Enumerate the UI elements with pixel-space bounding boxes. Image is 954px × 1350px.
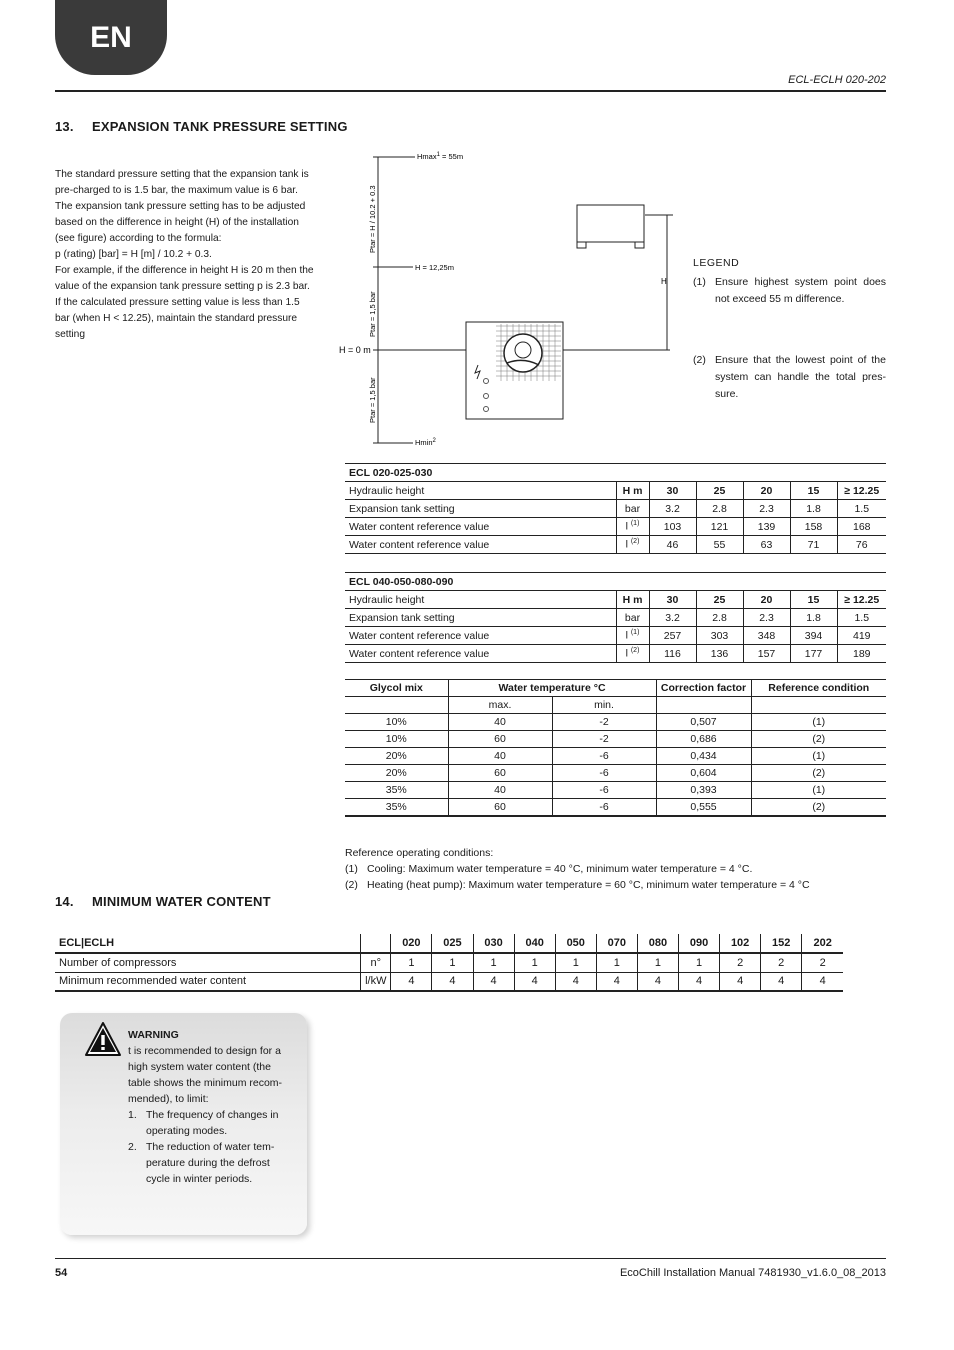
value-cell: 2	[802, 953, 843, 972]
cell: 0,434	[656, 748, 751, 765]
value-cell: 25	[696, 591, 743, 609]
cell: 0,555	[656, 799, 751, 816]
row-label: Water content reference value	[345, 536, 616, 554]
cell: 60	[448, 799, 552, 816]
table-row	[345, 591, 886, 609]
cell: 10%	[345, 714, 448, 731]
value-cell: 25	[696, 482, 743, 500]
unit-sup: (1)	[630, 629, 640, 637]
warning-title: WARNING	[128, 1029, 179, 1041]
value-cell: 30	[649, 591, 696, 609]
value-cell: 4	[596, 972, 637, 991]
item-number: 1.	[128, 1109, 137, 1121]
value-cell: 348	[743, 627, 790, 645]
empty-cell	[361, 934, 391, 953]
chiller-unit-icon	[466, 322, 563, 419]
unit-cell: l/kW	[361, 972, 391, 991]
value-cell: 136	[696, 645, 743, 663]
warning-item	[128, 1107, 288, 1139]
warning-item	[128, 1139, 288, 1187]
cell: 20%	[345, 765, 448, 782]
legend-text: Ensure highest system point does not exceed 55 m difference.	[715, 276, 886, 305]
value-cell: 1	[637, 953, 678, 972]
value-cell: 71	[790, 536, 837, 554]
pressure-table-a	[345, 463, 886, 554]
unit-cell: bar	[616, 500, 649, 518]
header-water-temp: Water temperature °C	[448, 680, 656, 697]
legend-item	[693, 352, 886, 403]
legend-number: (1)	[693, 276, 706, 288]
value-cell: 139	[743, 518, 790, 536]
page-number: 54	[55, 1267, 68, 1279]
unit-cell	[616, 518, 649, 536]
value-cell: 177	[790, 645, 837, 663]
warning-body: t is recommended to design for a high system water content (the table shows the minimum recom-mended), to limit:	[128, 1045, 283, 1105]
unit-cell: H m	[616, 591, 649, 609]
empty-cell	[751, 697, 886, 714]
glycol-table	[345, 679, 886, 817]
pressure-diagram	[335, 145, 680, 455]
cell: (1)	[751, 714, 886, 731]
item-text: The reduction of water tem-perature during the defrost cycle in winter periods.	[146, 1141, 275, 1185]
model-cell: 090	[678, 934, 719, 953]
note-item	[345, 861, 810, 877]
table-row	[345, 731, 886, 748]
cell: 0,686	[656, 731, 751, 748]
table-row	[345, 627, 886, 645]
value-cell: 257	[649, 627, 696, 645]
model-cell: 020	[391, 934, 432, 953]
cell: -6	[552, 748, 656, 765]
table-caption: ECL 020-025-030	[345, 464, 886, 482]
value-cell: 3.2	[649, 609, 696, 627]
sub-header-max: max.	[448, 697, 552, 714]
unit-sup: (2)	[630, 538, 640, 546]
value-cell: 419	[837, 627, 886, 645]
value-cell: 76	[837, 536, 886, 554]
unit: l	[625, 647, 628, 660]
model-cell: 050	[555, 934, 596, 953]
value-cell: 3.2	[649, 500, 696, 518]
row-label: Water content reference value	[345, 645, 616, 663]
cell: 0,604	[656, 765, 751, 782]
row-label: Expansion tank setting	[345, 609, 616, 627]
value-cell: 158	[790, 518, 837, 536]
unit-cell: bar	[616, 609, 649, 627]
cell: (2)	[751, 799, 886, 816]
value-cell: 103	[649, 518, 696, 536]
note-item	[345, 877, 810, 893]
unit-cell: H m	[616, 482, 649, 500]
header-correction: Correction factor	[656, 680, 751, 697]
note-text: Cooling: Maximum water temperature = 40 °C, minimum water temperature = 4 °C.	[367, 863, 753, 875]
unit: l	[625, 520, 628, 533]
value-cell: 116	[649, 645, 696, 663]
value-cell: 4	[802, 972, 843, 991]
unit-cell	[616, 645, 649, 663]
table-row	[345, 518, 886, 536]
cell: 60	[448, 731, 552, 748]
paragraph: For example, if the difference in height H is 20 m then the value of the expansion tank pressure setting p is 2.3 bar.	[55, 265, 314, 292]
table-caption: ECL 040-050-080-090	[345, 573, 886, 591]
value-cell: 1.5	[837, 609, 886, 627]
cell: 35%	[345, 799, 448, 816]
paragraph: If the calculated pressure setting value is less than 1.5 bar (when H < 12.25), maintain the standard pressure setting	[55, 297, 300, 340]
empty-cell	[345, 697, 448, 714]
value-cell: 4	[391, 972, 432, 991]
header-reference: Reference condition	[751, 680, 886, 697]
table-row	[345, 482, 886, 500]
cell: 0,507	[656, 714, 751, 731]
model-cell: 080	[637, 934, 678, 953]
hmin-label: Hmin$^2$	[415, 438, 436, 447]
unit: l	[625, 629, 628, 642]
value-cell: 2.8	[696, 609, 743, 627]
vertical-label-mid: Ptar = 1,5 bar	[368, 291, 377, 337]
note-number: (1)	[345, 863, 358, 875]
note-number: (2)	[345, 879, 358, 891]
cell: 40	[448, 748, 552, 765]
legend-text: Ensure that the lowest point of the system can handle the total pres-sure.	[715, 354, 886, 400]
value-cell: 4	[432, 972, 473, 991]
unit-cell: n°	[361, 953, 391, 972]
row-label: Number of compressors	[55, 953, 361, 972]
value-cell: 15	[790, 591, 837, 609]
cell: (1)	[751, 748, 886, 765]
unit-sup: (1)	[630, 520, 640, 528]
value-cell: 55	[696, 536, 743, 554]
row-label: Hydraulic height	[345, 482, 616, 500]
cell: -2	[552, 731, 656, 748]
table-row	[345, 799, 886, 816]
cell: (2)	[751, 731, 886, 748]
section-13-heading	[55, 119, 348, 134]
cell: (1)	[751, 782, 886, 799]
model-cell: 202	[802, 934, 843, 953]
terminal-unit-icon	[577, 205, 644, 248]
value-cell: 1	[596, 953, 637, 972]
cell: -6	[552, 799, 656, 816]
bottom-rule	[55, 1258, 886, 1259]
value-cell: 2.3	[743, 500, 790, 518]
cell: 60	[448, 765, 552, 782]
section-number: 14.	[55, 894, 74, 909]
value-cell: 2	[720, 953, 761, 972]
top-rule	[55, 90, 886, 92]
value-cell: 4	[678, 972, 719, 991]
table-row	[345, 714, 886, 731]
value-cell: 20	[743, 591, 790, 609]
value-cell: 30	[649, 482, 696, 500]
unit-cell	[616, 627, 649, 645]
cell: -2	[552, 714, 656, 731]
note-text: Heating (heat pump): Maximum water temperature = 60 °C, minimum water temperature = 4 °C	[367, 879, 810, 891]
row-label: Minimum recommended water content	[55, 972, 361, 991]
document-code: ECL-ECLH 020-202	[788, 74, 886, 86]
pressure-table-b	[345, 572, 886, 663]
footer-text: EcoChill Installation Manual 7481930_v1.6.0_08_2013	[619, 1267, 886, 1279]
vertical-label-top: Ptar = H / 10.2 + 0.3	[368, 185, 377, 253]
value-cell: ≥ 12.25	[837, 482, 886, 500]
value-cell: ≥ 12.25	[837, 591, 886, 609]
model-cell: 040	[514, 934, 555, 953]
row-label: Water content reference value	[345, 518, 616, 536]
table-row	[345, 765, 886, 782]
value-cell: 2.3	[743, 609, 790, 627]
value-cell: 1.8	[790, 609, 837, 627]
value-cell: 1	[514, 953, 555, 972]
sub-header-min: min.	[552, 697, 656, 714]
legend-title: LEGEND	[693, 257, 740, 269]
h0-label: H = 0 m	[339, 345, 371, 355]
intro-text	[55, 167, 317, 343]
paragraph: The standard pressure setting that the expansion tank is pre-charged to is 1.5 bar, the maximum value is 6 bar.	[55, 169, 309, 196]
value-cell: 63	[743, 536, 790, 554]
minimum-water-table	[55, 934, 843, 992]
value-cell: 15	[790, 482, 837, 500]
table-row	[345, 748, 886, 765]
cell: -6	[552, 765, 656, 782]
cell: 40	[448, 782, 552, 799]
row-label: Expansion tank setting	[345, 500, 616, 518]
warning-text	[128, 1027, 288, 1187]
hmax-label: Hmax$^1$ = 55m	[417, 152, 464, 161]
value-cell: 1	[432, 953, 473, 972]
value-cell: 394	[790, 627, 837, 645]
value-cell: 4	[720, 972, 761, 991]
model-cell: 152	[761, 934, 802, 953]
header-glycol: Glycol mix	[345, 680, 448, 697]
value-cell: 4	[637, 972, 678, 991]
value-cell: 2	[761, 953, 802, 972]
table-row	[55, 972, 843, 991]
header-row	[55, 934, 843, 953]
value-cell: 1.5	[837, 500, 886, 518]
section-14-heading	[55, 894, 271, 909]
section-title: EXPANSION TANK PRESSURE SETTING	[92, 119, 348, 134]
value-cell: 4	[473, 972, 514, 991]
cell: 40	[448, 714, 552, 731]
notes-title: Reference operating conditions:	[345, 847, 494, 859]
reference-notes	[345, 845, 810, 893]
table-row	[345, 782, 886, 799]
row-label: Water content reference value	[345, 627, 616, 645]
table-row	[345, 500, 886, 518]
legend-item	[693, 274, 886, 308]
value-cell: 121	[696, 518, 743, 536]
section-title: MINIMUM WATER CONTENT	[92, 894, 271, 909]
value-cell: 1	[678, 953, 719, 972]
value-cell: 189	[837, 645, 886, 663]
value-cell: 1	[473, 953, 514, 972]
item-text: The frequency of changes in operating modes.	[146, 1109, 279, 1137]
cell: 20%	[345, 748, 448, 765]
table-row	[55, 953, 843, 972]
cell: -6	[552, 782, 656, 799]
h-dimension-label: H	[661, 277, 667, 286]
cell: 10%	[345, 731, 448, 748]
table-row	[345, 536, 886, 554]
value-cell: 157	[743, 645, 790, 663]
value-cell: 4	[761, 972, 802, 991]
value-cell: 2.8	[696, 500, 743, 518]
model-cell: 030	[473, 934, 514, 953]
value-cell: 1	[555, 953, 596, 972]
value-cell: 1	[391, 953, 432, 972]
item-number: 2.	[128, 1141, 137, 1153]
model-cell: 025	[432, 934, 473, 953]
table-row	[345, 645, 886, 663]
section-number: 13.	[55, 119, 74, 134]
cell: 0,393	[656, 782, 751, 799]
value-cell: 46	[649, 536, 696, 554]
value-cell: 1.8	[790, 500, 837, 518]
table-row	[345, 609, 886, 627]
row-label: Hydraulic height	[345, 591, 616, 609]
paragraph: The expansion tank pressure setting has to be adjusted based on the difference in height (H) of the installation (see figure) according to the formula:	[55, 201, 306, 244]
value-cell: 4	[514, 972, 555, 991]
legend-number: (2)	[693, 354, 706, 366]
unit-sup: (2)	[630, 647, 640, 655]
unit-cell	[616, 536, 649, 554]
h-mark-label: H = 12,25m	[415, 263, 454, 272]
empty-cell	[656, 697, 751, 714]
legend	[693, 255, 886, 403]
model-cell: 070	[596, 934, 637, 953]
value-cell: 303	[696, 627, 743, 645]
table-head: ECL|ECLH	[55, 934, 361, 953]
model-cell: 102	[720, 934, 761, 953]
value-cell: 168	[837, 518, 886, 536]
unit: l	[625, 538, 628, 551]
warning-triangle-icon	[84, 1021, 122, 1057]
value-cell: 4	[555, 972, 596, 991]
value-cell: 20	[743, 482, 790, 500]
formula: p (rating) [bar] = H [m] / 10.2 + 0.3.	[55, 249, 212, 260]
vertical-label-bot: Ptar = 1,5 bar	[368, 377, 377, 423]
language-tab: EN	[55, 0, 167, 75]
cell: 35%	[345, 782, 448, 799]
cell: (2)	[751, 765, 886, 782]
